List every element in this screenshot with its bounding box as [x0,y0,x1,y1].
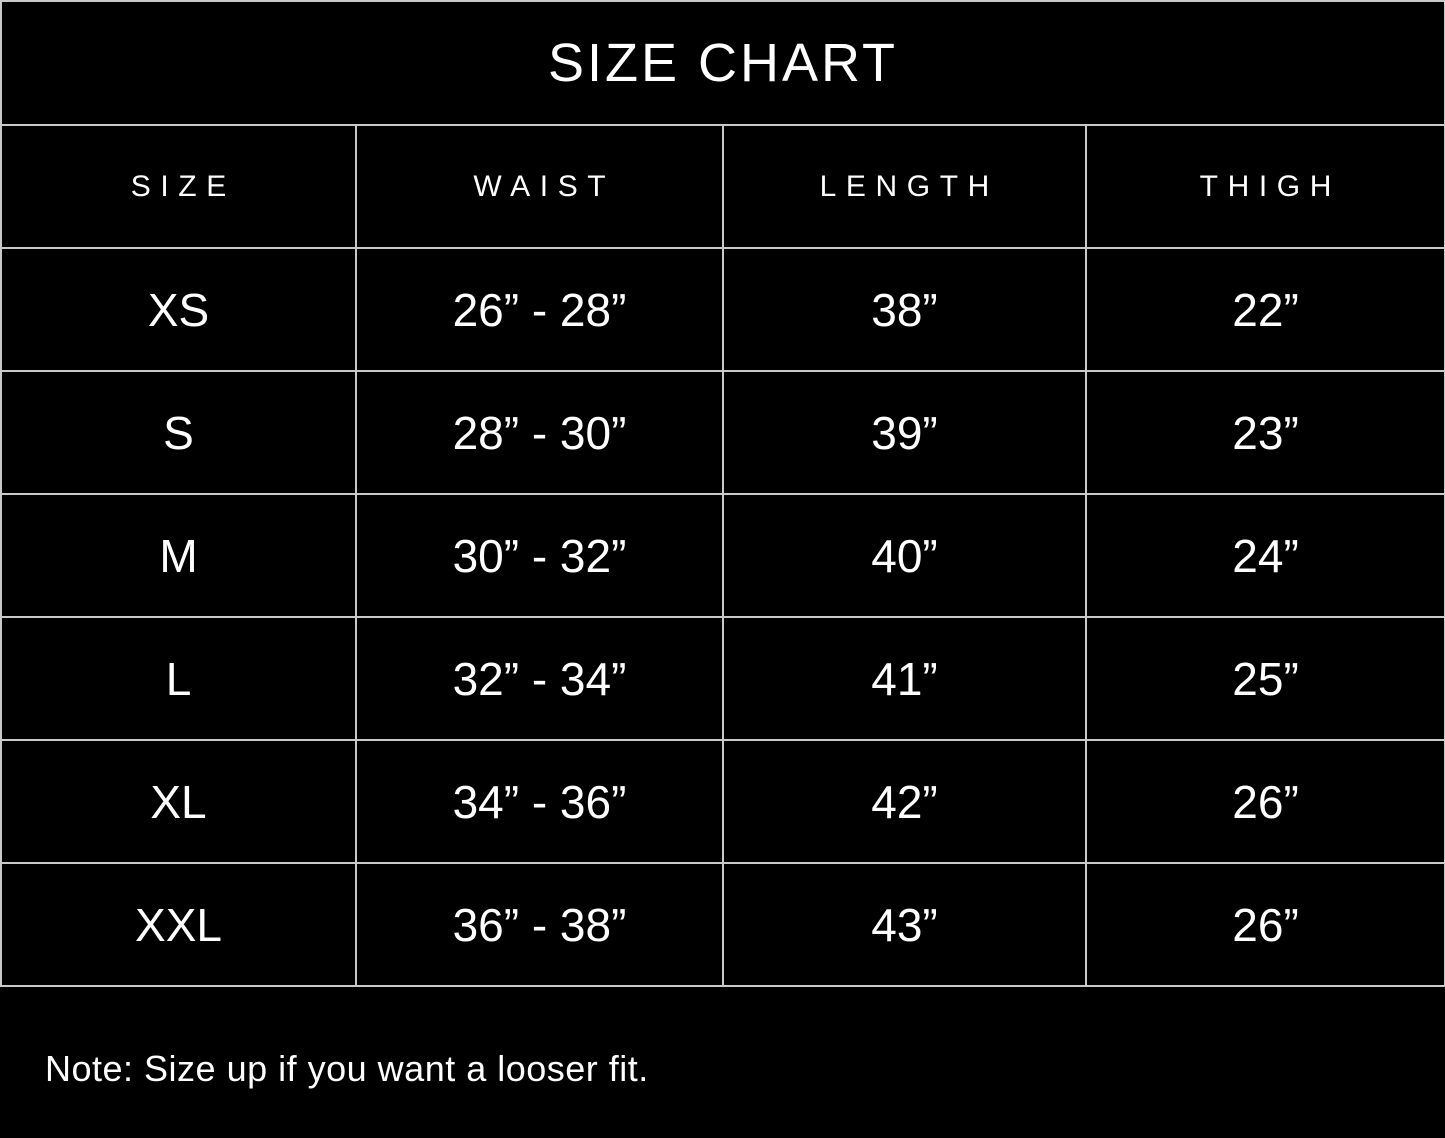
thigh-cell: 22” [1086,248,1445,371]
page-title: SIZE CHART [1,1,1445,125]
column-header-row [1,125,1445,248]
table-row-xs [1,248,1445,371]
size-cell: S [1,371,356,494]
table-row-xl [1,740,1445,863]
waist-cell: 34” - 36” [356,740,723,863]
sizing-note: Note: Size up if you want a looser fit. [45,1048,649,1089]
size-cell: XS [1,248,356,371]
waist-cell: 36” - 38” [356,863,723,986]
table-row-xxl [1,863,1445,986]
length-cell: 39” [723,371,1086,494]
size-cell: M [1,494,356,617]
length-cell: 43” [723,863,1086,986]
thigh-cell: 25” [1086,617,1445,740]
length-cell: 42” [723,740,1086,863]
table-row-m [1,494,1445,617]
thigh-cell: 26” [1086,740,1445,863]
thigh-cell: 23” [1086,371,1445,494]
length-cell: 41” [723,617,1086,740]
waist-cell: 26” - 28” [356,248,723,371]
waist-cell: 28” - 30” [356,371,723,494]
column-header-size: SIZE [1,125,356,248]
size-cell: L [1,617,356,740]
size-cell: XXL [1,863,356,986]
thigh-cell: 26” [1086,863,1445,986]
title-row [1,1,1445,125]
length-cell: 38” [723,248,1086,371]
column-header-thigh: THIGH [1086,125,1445,248]
column-header-length: LENGTH [723,125,1086,248]
waist-cell: 30” - 32” [356,494,723,617]
size-cell: XL [1,740,356,863]
column-header-waist: WAIST [356,125,723,248]
length-cell: 40” [723,494,1086,617]
thigh-cell: 24” [1086,494,1445,617]
table-row-l [1,617,1445,740]
table-row-s [1,371,1445,494]
waist-cell: 32” - 34” [356,617,723,740]
